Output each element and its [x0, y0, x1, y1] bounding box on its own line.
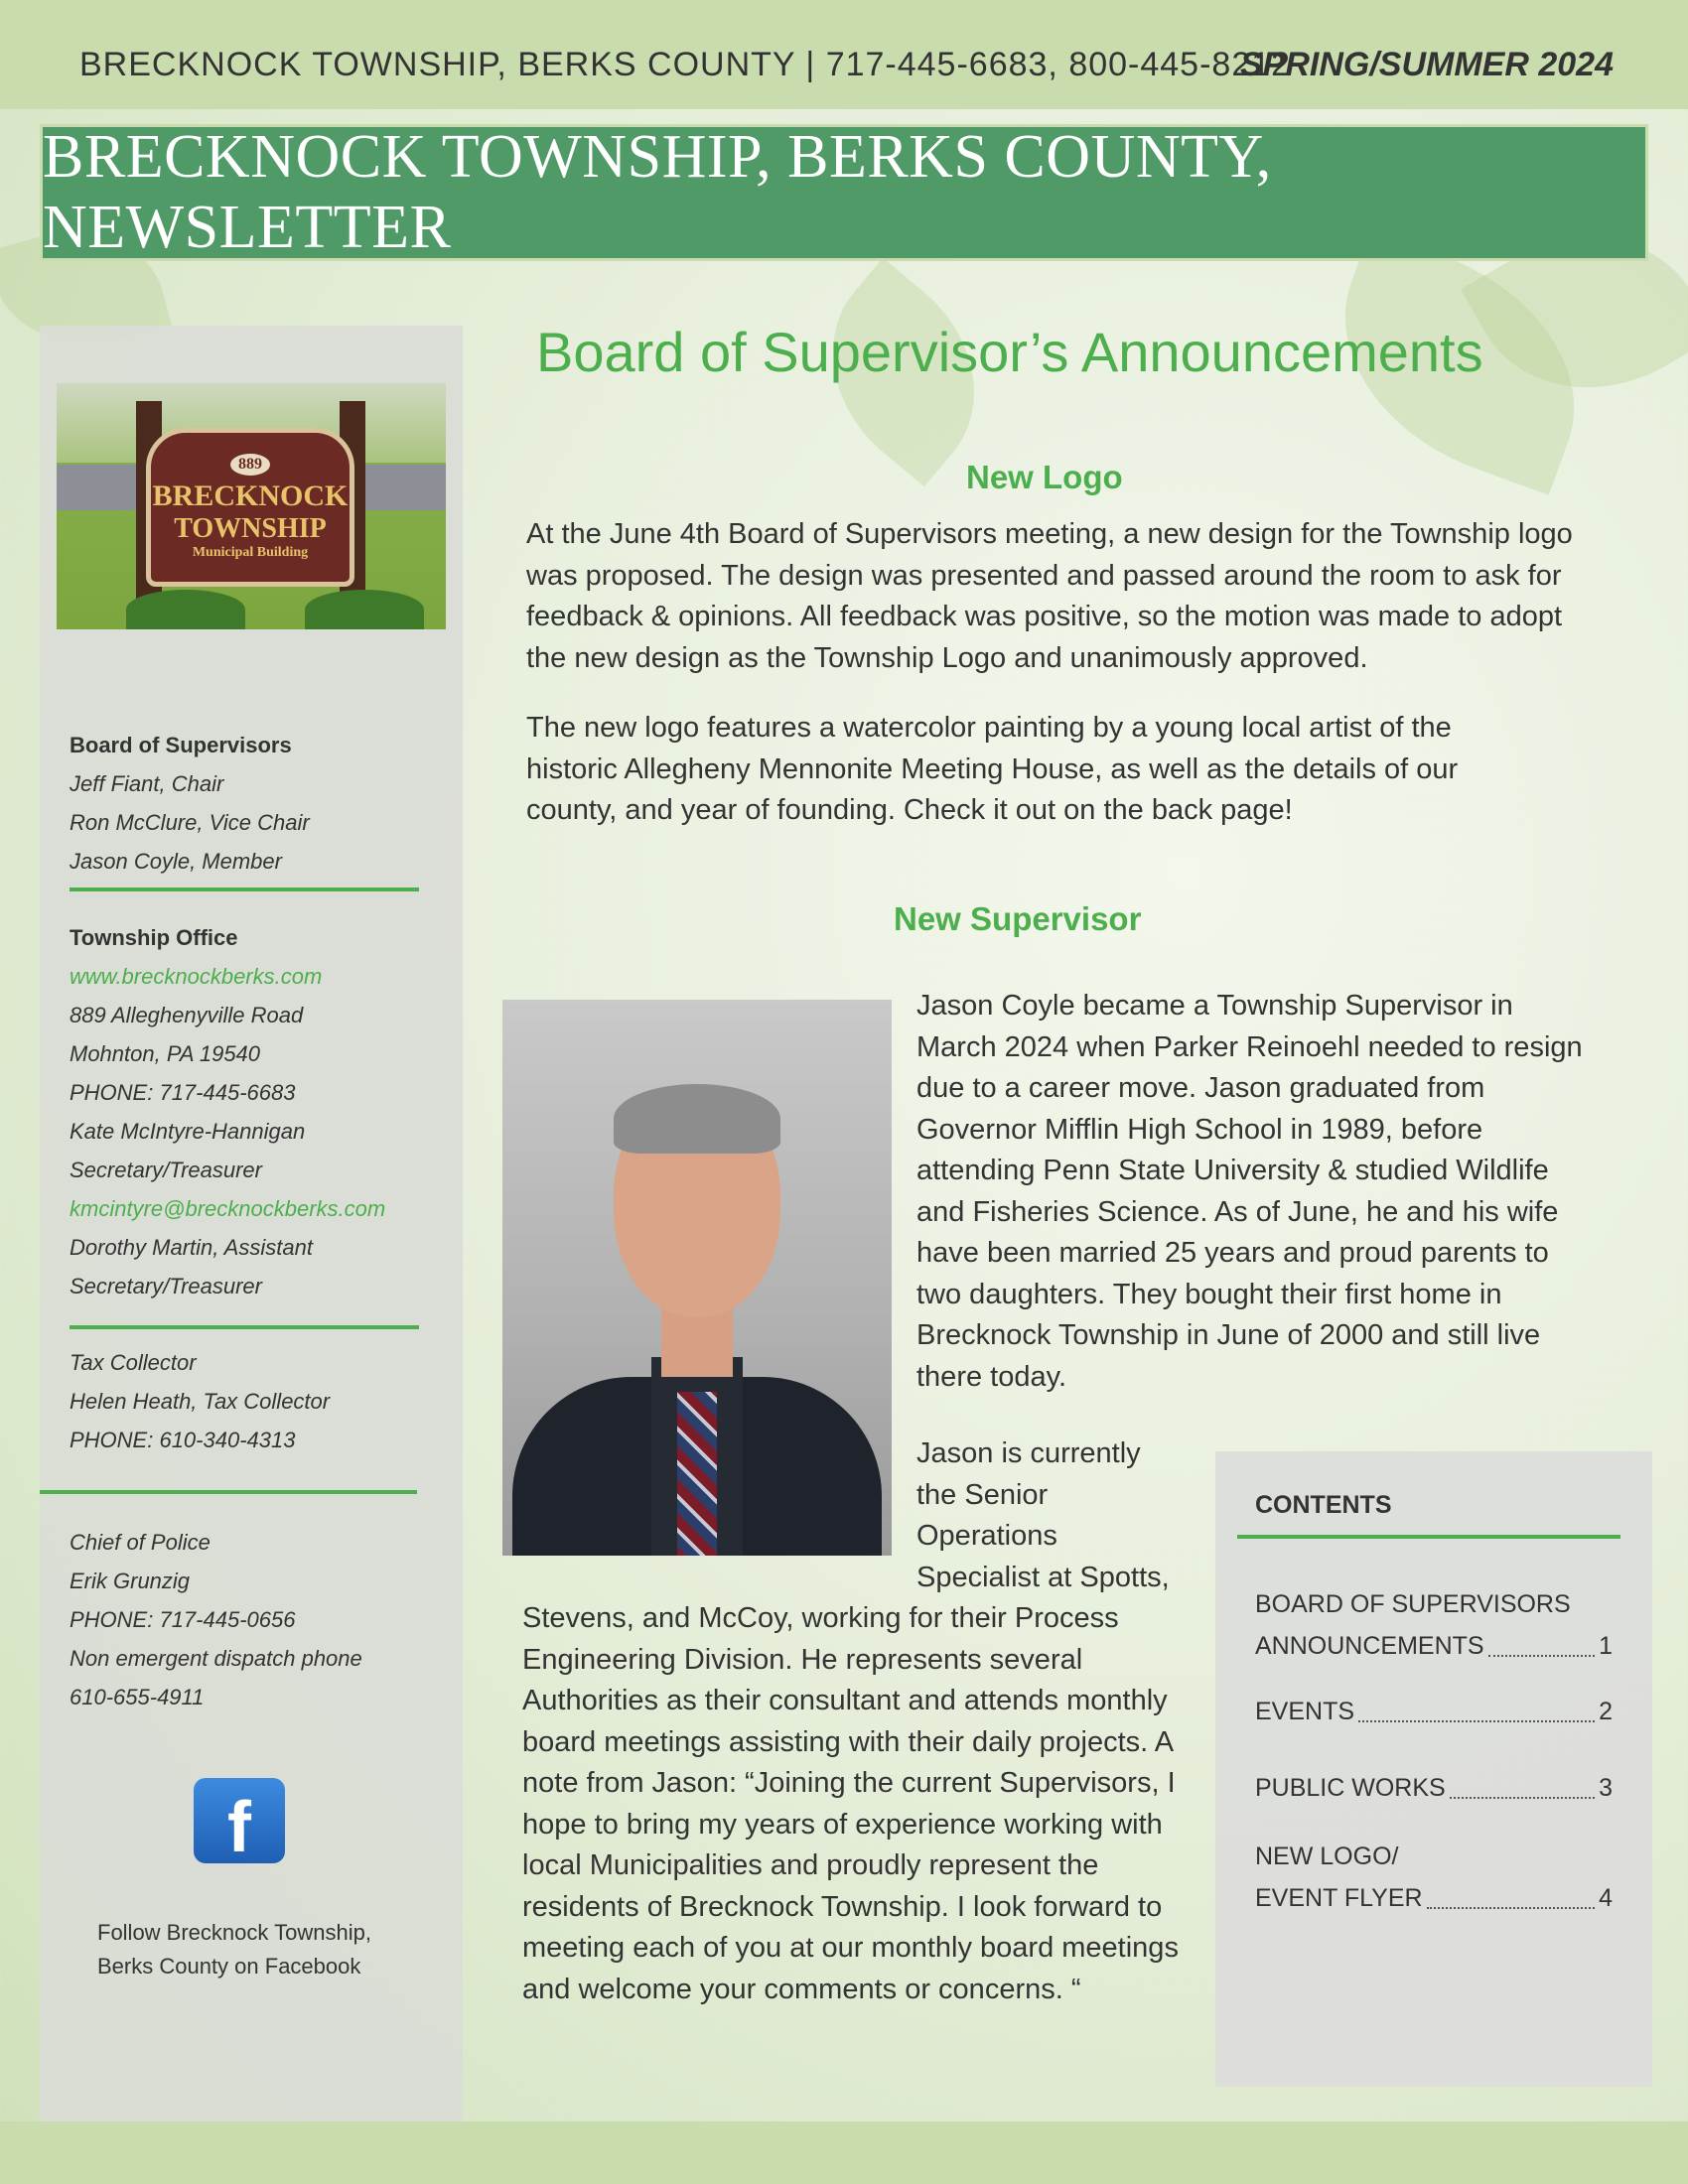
dispatch-phone: 610-655-4911	[70, 1685, 205, 1709]
new-supervisor-paragraph-1: Jason Coyle became a Township Supervisor in March 2024 when Parker Reinoehl needed to resign due to a career move. Jason graduated from Governor Mifflin High School in 1989, before attending Penn State University & studied Wildlife and Fisheries Science. As of June, he and his wife have been married 25 years and proud parents to two daughters. They bought their first home in Brecknock Township in June of 2000 and still live there today.	[916, 990, 1583, 1393]
paragraph-line: Operations	[916, 1520, 1057, 1552]
toc-leader	[1427, 1877, 1596, 1909]
office-phone: PHONE: 717-445-6683	[70, 1080, 296, 1105]
municipal-sign-photo	[57, 383, 446, 629]
toc-item[interactable]	[1255, 1691, 1613, 1732]
announcements-heading: Board of Supervisor’s Announcements	[536, 321, 1483, 383]
assistant-title: Secretary/Treasurer	[70, 1274, 262, 1298]
bottom-bar	[0, 2121, 1688, 2184]
police-phone: PHONE: 717-445-0656	[70, 1607, 296, 1632]
supervisor-portrait	[502, 1000, 892, 1556]
issue-label: SPRING/SUMMER 2024	[1240, 46, 1614, 83]
paragraph-line: Specialist at Spotts,	[916, 1561, 1170, 1593]
paragraph-line: Jason is currently	[916, 1437, 1141, 1469]
board-member: Jason Coyle, Member	[70, 849, 282, 874]
board-member: Ron McClure, Vice Chair	[70, 810, 310, 835]
new-supervisor-paragraph-2-start	[916, 1433, 1204, 1598]
toc-leader	[1358, 1691, 1595, 1722]
township-office	[70, 918, 385, 1305]
divider	[40, 1490, 417, 1494]
portrait-hair	[614, 1084, 780, 1154]
board-member: Jeff Fiant, Chair	[70, 771, 224, 796]
bush	[126, 590, 245, 629]
toc-leader	[1450, 1767, 1595, 1799]
paragraph-line: the Senior	[916, 1478, 1049, 1511]
sign-line-1: BRECKNOCK	[152, 479, 349, 512]
new-logo-paragraph-1: At the June 4th Board of Supervisors meeting, a new design for the Township logo was proposed. The design was presented and passed around the room to ask for feedback & opinions. All feedback was positive, so the motion was made to adopt the new design as the Township Logo and unanimously approved.	[526, 518, 1573, 674]
contents-box	[1215, 1451, 1652, 2087]
portrait-tie	[677, 1392, 717, 1556]
toc-item-label: PUBLIC WORKS	[1255, 1774, 1446, 1802]
office-address-2: Mohnton, PA 19540	[70, 1041, 261, 1066]
toc-item-label: EVENTS	[1255, 1698, 1355, 1725]
website-link[interactable]: www.brecknockberks.com	[70, 964, 323, 989]
facebook-icon[interactable]: f	[194, 1778, 285, 1863]
secretary-title: Secretary/Treasurer	[70, 1158, 262, 1182]
board-heading: Board of Supervisors	[70, 733, 292, 757]
toc-page: 3	[1599, 1774, 1613, 1802]
tax-collector	[70, 1343, 330, 1459]
toc-item[interactable]	[1255, 1583, 1613, 1667]
email-link[interactable]: kmcintyre@brecknockberks.com	[70, 1196, 386, 1221]
contents-divider	[1237, 1535, 1620, 1539]
toc-item-line-1: NEW LOGO/	[1255, 1843, 1399, 1870]
police-heading: Chief of Police	[70, 1530, 211, 1555]
bush	[305, 590, 424, 629]
sign-number: 889	[230, 454, 270, 476]
divider	[70, 1325, 419, 1329]
toc-leader	[1488, 1625, 1596, 1657]
sign-line-3: Municipal Building	[192, 545, 309, 560]
new-supervisor-paragraph-2-rest: Stevens, and McCoy, working for their Process Engineering Division. He represents several Authorities as their consultant and attends monthly board meetings assisting with their daily projects. A note from Jason: “Joining the current Supervisors, I hope to bring my years of experience working with local Municipalities and proudly represent the residents of Brecknock Township. I look forward to meeting each of you at our monthly board meetings and welcome your comments or concerns. “	[522, 1602, 1179, 2005]
tax-name: Helen Heath, Tax Collector	[70, 1389, 331, 1414]
top-bar	[0, 0, 1688, 109]
newsletter-title: BRECKNOCK TOWNSHIP, BERKS COUNTY, NEWSLETTER	[43, 123, 1272, 261]
office-heading: Township Office	[70, 925, 238, 950]
secretary-name: Kate McIntyre-Hannigan	[70, 1119, 306, 1144]
toc-item-label: EVENT FLYER	[1255, 1884, 1423, 1912]
new-logo-heading: New Logo	[966, 459, 1123, 495]
sidebar	[40, 326, 463, 2122]
tax-heading: Tax Collector	[70, 1350, 197, 1375]
header-contact: BRECKNOCK TOWNSHIP, BERKS COUNTY | 717-445-6683, 800-445-8212	[79, 46, 1292, 83]
facebook-follow-text: Follow Brecknock Township, Berks County on Facebook	[97, 1920, 371, 1979]
chief-of-police	[70, 1523, 362, 1716]
newsletter-banner	[40, 124, 1648, 261]
sign-board	[146, 428, 354, 587]
assistant-name: Dorothy Martin, Assistant	[70, 1235, 313, 1260]
toc-item-line-1: BOARD OF SUPERVISORS	[1255, 1590, 1571, 1618]
toc-item[interactable]	[1255, 1767, 1613, 1809]
new-logo-paragraph-2: The new logo features a watercolor painting by a young local artist of the historic Allegheny Mennonite Meeting House, as well as the details of our county, and year of founding. Check it out on the back page!	[526, 712, 1459, 826]
divider	[70, 887, 419, 891]
police-name: Erik Grunzig	[70, 1569, 191, 1593]
toc-item[interactable]	[1255, 1836, 1613, 1919]
toc-page: 4	[1599, 1884, 1613, 1912]
new-supervisor-heading: New Supervisor	[894, 900, 1142, 937]
toc-item-label: ANNOUNCEMENTS	[1255, 1632, 1484, 1660]
dispatch-label: Non emergent dispatch phone	[70, 1646, 362, 1671]
tax-phone: PHONE: 610-340-4313	[70, 1428, 296, 1452]
contents-title: CONTENTS	[1255, 1491, 1392, 1519]
office-address-1: 889 Alleghenyville Road	[70, 1003, 304, 1027]
toc-page: 1	[1599, 1632, 1613, 1660]
board-of-supervisors	[70, 726, 310, 881]
toc-page: 2	[1599, 1698, 1613, 1725]
sign-line-2: TOWNSHIP	[174, 513, 327, 544]
